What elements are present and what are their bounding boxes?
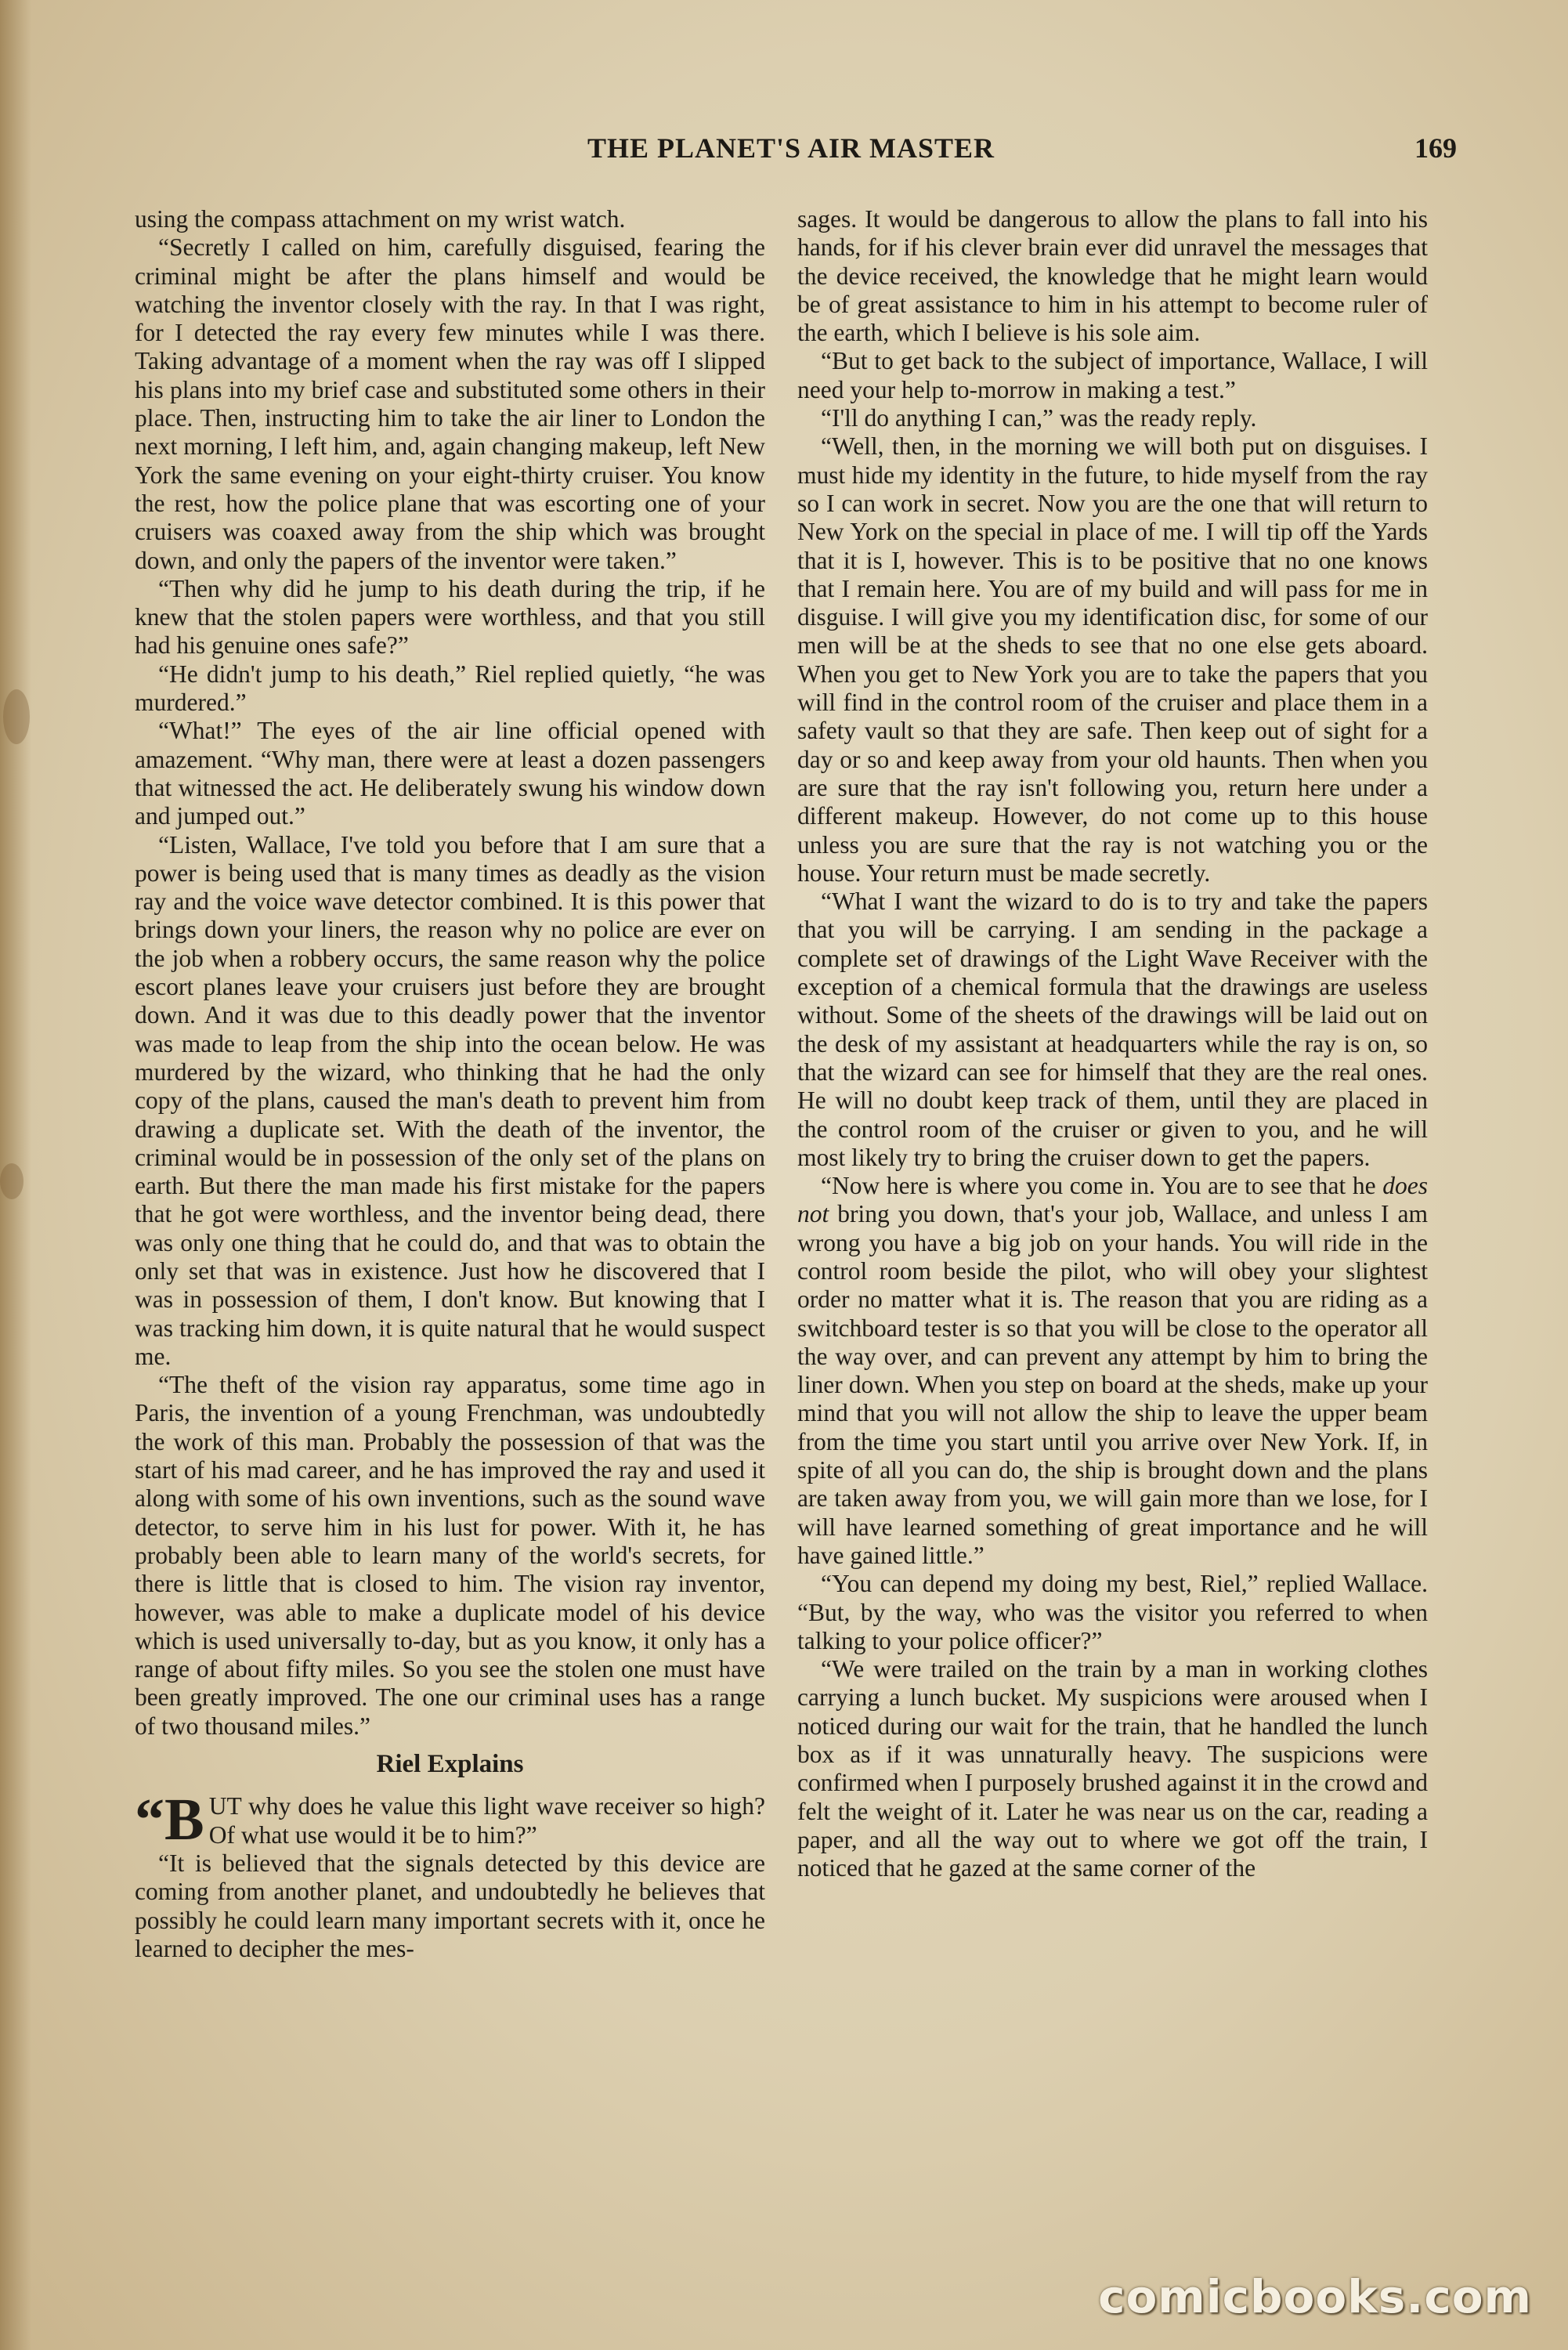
paragraph: “He didn't jump to his death,” Riel replied quietly, “he was murdered.” bbox=[135, 660, 765, 717]
running-header bbox=[125, 132, 1457, 179]
paragraph: “You can depend my doing my best, Riel,” replied Wallace. “But, by the way, who was the visitor you referred to when talking to your police officer?” bbox=[797, 1570, 1428, 1654]
paragraph: “The theft of the vision ray apparatus, some time ago in Paris, the invention of a young Frenchman, was undoubtedly the work of this man. Probably the possession of that was the start of his mad career, and he has improved the ray and used it along with some of his own inventions, such as the sound wave detector, to serve him in his lust for power. With it, he has probably been able to learn many of the world's secrets, for there is little that is closed to him. The vision ray inventor, however, was able to make a duplicate model of his device which is used universally to-day, but as you know, it only has a range of about fifty miles. So you see the stolen one must have been greatly improved. The one our criminal uses has a range of two thousand miles.” bbox=[135, 1371, 765, 1740]
paragraph-text: bring you down, that's your job, Wallace, and unless I am wrong you have a big job on your hands. You will ride in the control room beside the pilot, who will obey your slightest order no matter what it is. The reason that you are riding as a switchboard tester is so that you will be close to the operator all the way over, and can prevent any attempt by him to bring the liner down. When you step on board at the sheds, make up your mind that you will not allow the ship to leave the upper beam from the time you start until you arrive over New York. If, in spite of all you can do, the ship is brought down and the plans are taken away from you, we will gain more than we lose, for I will have learned something of great importance and he will have gained little.” bbox=[797, 1200, 1428, 1569]
paragraph: “Listen, Wallace, I've told you before that I am sure that a power is being used that is many times as deadly as the vision ray and the voice wave detector combined. It is this power that brings down your liners, the reason why no police are ever on the job when a robbery occurs, the same reason why the police escort planes leave your cruisers just before they are brought down. And it was due to this deadly power that the inventor was made to leap from the ship into the ocean below. He was murdered by the wizard, who thinking that he had the only copy of the plans, caused the man's death to prevent him from drawing a duplicate set. With the death of the inventor, the criminal would be in possession of the only set of the plans on earth. But there the man made his first mistake for the papers that he got were worthless, and the inventor being dead, there was only one thing that he could do, and that was to obtain the only set that was in existence. Just how he discovered that I was in possession of them, I don't know. But knowing that I was tracking him down, it is quite natural that he would suspect me. bbox=[135, 830, 765, 1370]
paragraph: “Then why did he jump to his death during the trip, if he knew that the stolen papers were worthless, and that you still had his genuine ones safe?” bbox=[135, 574, 765, 660]
paragraph-text: “Now here is where you come in. You are to see that he bbox=[821, 1172, 1383, 1200]
drop-cap bbox=[135, 1787, 204, 1853]
paragraph: sages. It would be dangerous to allow the plans to fall into his hands, for if his clever brain ever did unravel the messages that the device received, the knowledge that he might learn would be of great assistance to him in his attempt to become ruler of the earth, which I believe is his sole aim. bbox=[797, 205, 1428, 347]
paragraph bbox=[797, 1172, 1428, 1570]
paragraph: “But to get back to the subject of importance, Wallace, I will need your help to-morrow in making a test.” bbox=[797, 347, 1428, 403]
paragraph: “It is believed that the signals detected by this device are coming from another planet, and undoubtedly he believes that possibly he could learn many important secrets with it, once he learned to decipher the mes- bbox=[135, 1849, 765, 1962]
paragraph: using the compass attachment on my wrist watch. bbox=[135, 205, 626, 233]
paragraph-text: UT why does he value this light wave receiver so high? Of what use would it be to him?” bbox=[208, 1792, 765, 1849]
paragraph: “What!” The eyes of the air line official opened with amazement. “Why man, there were at least a dozen passengers that witnessed the act. He deliberately swung his window down and jumped out.” bbox=[135, 717, 765, 830]
page-stain bbox=[3, 689, 30, 744]
paragraph: “I'll do anything I can,” was the ready reply. bbox=[821, 404, 1257, 432]
drop-cap-quote: “ bbox=[135, 1787, 164, 1853]
paragraph: “We were trailed on the train by a man in working clothes carrying a lunch bucket. My suspicions were aroused when I noticed during our wait for the train, that he handled the lunch box as if it was unnaturally heavy. The suspicions were confirmed when I purposely brushed against it in the crowd and felt the weight of it. Later he was near us on the car, reading a paper, and all the way out to where we got off the train, I noticed that he gazed at the same corner of the bbox=[797, 1655, 1428, 1882]
running-title: THE PLANET'S AIR MASTER bbox=[587, 132, 995, 164]
paragraph: “What I want the wizard to do is to try and take the papers that you will be carrying. I am sending in the package a complete set of drawings of the Light Wave Receiver with the exception of a chemical formula that the drawings are useless without. Some of the sheets of the drawings will be laid out on the desk of my assistant at headquarters while the ray is on, so that the wizard can see for himself that they are the real ones. He will no doubt keep track of them, until they are placed in the control room of the cruiser or given to you, and he will most likely try to bring the cruiser down to get the papers. bbox=[797, 888, 1428, 1171]
section-heading: Riel Explains bbox=[376, 1750, 524, 1779]
drop-cap-letter: B bbox=[164, 1787, 204, 1853]
page-number: 169 bbox=[1414, 132, 1457, 164]
paragraph: “Secretly I called on him, carefully disguised, fearing the criminal might be after the plans himself and would be watching the inventor closely with the ray. In that I was right, for I detected the ray every few minutes while I was there. Taking advantage of a moment when the ray was off I slipped his plans into my brief case and substituted some others in their place. Then, instructing him to take the air liner to London the next morning, I left him, and, again changing makeup, left New York the same evening on your eight-thirty cruiser. You know the rest, how the police plane that was escorting one of your cruisers was coaxed away from the ship which was brought down, and only the papers of the inventor were taken.” bbox=[135, 233, 765, 574]
emphasis-text: does not bbox=[797, 1172, 1428, 1228]
page-stain bbox=[0, 1163, 23, 1199]
right-column bbox=[797, 205, 1428, 1883]
left-column bbox=[135, 205, 765, 1963]
paragraph-dropcap bbox=[135, 1787, 765, 1853]
paragraph: “Well, then, in the morning we will both put on disguises. I must hide my identity in the future, to hide myself from the ray so I can work in secret. Now you are the one that will return to New York on the special in place of me. I will tip off the Yards that it is I, however. This is to be positive that no one knows that I remain here. You are of my build and will pass for me in disguise. I will give you my identification disc, for some of our men will be at the sheds to see that no one else gets aboard. When you get to New York you are to take the papers that you will find in the control room of the cruiser and place them in a safety vault so that they are safe. Then keep out of sight for a day or so and keep away from your old haunts. Then when you are sure that the ray isn't following you, return here under a different makeup. However, do not come up to this house unless you are sure that the ray is not watching you or the house. Your return must be made secretly. bbox=[797, 432, 1428, 887]
site-watermark: comicbooks.com bbox=[1098, 2270, 1532, 2323]
